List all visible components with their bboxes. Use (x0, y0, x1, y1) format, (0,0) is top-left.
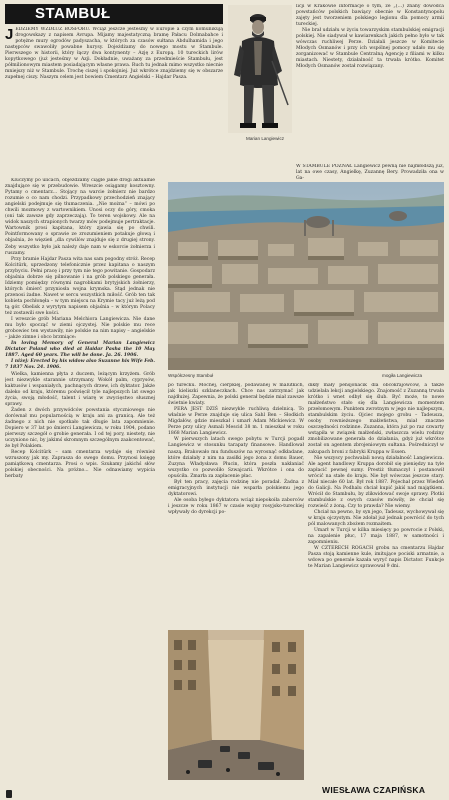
street-scene-illustration (168, 630, 304, 780)
mid-p2: PERA JEST DZIŚ niezwykle ruchliwą dzielnicą. To właśnie w Perze znajduje się ulica Sahl Ben – Słodkich Migdałów, gdzie mieszkał i umarł Adam Mickiewicz. W Perze przy ulicy Asmali Mescid 38 m. 1 mieszkał w roku 1868 Marian Langiewicz. (168, 407, 304, 437)
right-bottom-p4: Umarł w Turcji w kilka miesięcy po powrocie z Polski, na zapalenie płuc, 17 maja 1887, w samotności i zapomnieniu. (308, 528, 444, 546)
mid-p1: po turecku. Mocnej, cierpkiej, podawanej w malutkich, jak kieliszki szklaneczkach. Chce nas zatrzymać jak najdłużej. Zapewnia, że polski generał będzie miał zawsze świetnie kwiaty. (168, 383, 304, 407)
right-bottom-p3: Chciał na pewno, by syn jego, Tadeusz, wychowywał się w kraju ojczystym. Nie zdołał już jednak powrócić do tych pól malowanych zbożem rozmaitem. (308, 509, 444, 528)
left-p2: Przy bramie Hajdar Pasza wita nas sam pogodny stróż. Recep Kolcitürk, uprzedzony telefonicznie przez kapitana o naszym przybyciu. Pełni pracę i przy tym nie tego powitanie. Gospodarz objaśnia dobrze się pilnowanie i na grób polskiego generała. Idziemy pomiędzy równymi nagrobkami brytyjskich żołnierzy, których śmierć przyniosła wojna krymska. Stąd jednak nie przenosi żadne. Nawet w sercu wszystkich miłość. Grób ten tak kobieta pochłonęła – w tym miejscu na Krymie tacy już leżą pod tą gór. Obelisk z wyrytym napisem objaśnia – w którym Polacy też zostawili swe kości. (5, 256, 155, 317)
left-p8: Recep Kolcitürk – sam cmentarza wydaje się również wzruszony jak my. Zaprasza do swego domu. Przynosi księgę pamiątkową cmentarza. Prosi o wpis. Szukamy jakichś słów polskiej obecności. Na próżno... Nie odnawiamy wypicia herbaty (5, 450, 155, 480)
middle-column (168, 383, 304, 627)
page-marker (6, 790, 12, 798)
right-bottom-p1: dikły mały pensjonacik dla obcokrajowców, a także udzielała lekcji angielskiego. Znajomość z Zuzanną trwała krótko i wnet odbył się ślub. Być może, to nowe małżeństwo stało się dla Langiewicza momentem przełomowym. Punktem zwrotnym w jego nie najlepszym, stambulskim życiu. Ojciec mojego grobu – Tadeusza, osoby rownieższego małżeństwa, miał znaczne oszczędności rodzinne. Zuzanna, która już po raz czwarty wstąpiła w związek małżeński, zwłaszcza wielu rodziny zmobilizowane generała do działania, gdyż już wkrótce został on agentem zbrojeniowym sułtana. Pośredniczył w zakupach broni z fabryki Kruppa w Essen. (308, 383, 444, 455)
mid-p3: W pierwszych latach swego pobytu w Turcji pogadł Langiewicz w stosunku tarapaty finansowe. Handlował naszą. Brakowało mu funduszów na wyrosnąć odkładane, które działały z nim na zasiłki jego żona z domu Bauer, Zuzyna Władysława Płucin, która poszła nakłaniać wszystko co pozwoliło Szwajcarii. Wkrótce i ona do opuściła. Zmarła za zapłacenie płac. (168, 437, 304, 479)
left-p7: Żaden z dwóch przywódców powstania styczniowego nie dorównał mu popularnością w kraju ani za granicą. Ale też żadnego z nich nie spotkało tak długie lata zapomnienie. Dopiero w 37 lat po śmierci Langiewicza, w roku 1904, podano pierwszy szczegół o grobie generała. I od tej pory, niestety, nie uczyniono nic, by jakimś skromnym szczególnym zaakcentować, że był Polakiem. (5, 407, 155, 450)
author-name: WIESŁAWA CZAPIŃSKA (322, 785, 426, 795)
mid-p4: Był ten pracy, zajęcia rodzinę nie poradał. Żadna z emigracyjnych instytucji nie wsparła polskiemu jego dyktatorowi. (168, 479, 304, 497)
right-top-p1: licji w Krakowie informacje o tym, że „(…) znany dowódca powstańców polskich bawiący obecnie w Konstantynopolu zajęty jest tworzeniem polskiego legionu dla pomocy armii tureckiej. (296, 4, 444, 28)
intro-text: EDZIEMY WZDŁUŻ BOSFORU. Wciąż jeszcze jesteśmy w Europie a czym komunikują drogowskazy z napisem Avrupa. Mijamy majestatyczną bramę Pałacu Dolmabahce i potężne mury ogrodów padyszacha, w których za czasów sułtana Abdulhamida i jego następców swawoliły powabne hurysy. Dojeżdżamy do nowego mostu w Stambule. Pierwszego w historii, który łączy dwa kontynenty – Azję z Europą. 10 tureckich lirów kopytkowego (już jesteśmy w Azji. Dokładnie, uważany za przedmieście Stambułu, jest półmilionowym miastem posiadającym własne prawa. Ruch tu jednak mimo wszystko niecnie mniejszy niż w Stambule. Trochę ciszej i spokojniej. Już wkrótce znajdziemy się w obszarze zupełnej ciszy. Naszym celem jest bowiem Cmentarz Angielski – Hajdar Pasza. (5, 27, 223, 81)
left-column (5, 178, 155, 784)
street-photo (168, 630, 304, 780)
article-title (5, 4, 223, 24)
right-bottom-p2: Nie wszyscy pochwalali nową działalność Langiewicza. Ale agent handlowy Kruppa dorobił się pieniędzy na tyle zapłacić pewnej sumy. Prestiż tłumaczył i postanowił wrócić na stałe do kraju. Nie był wówczas jeszcze stary. Miał niecałe 60 lat. Był rok 1887. Pojechał przez Wiedeń do Galicji. Na Podhalu chciał kupić jakiś nad majątkiem. Wrócił do Stambułu, by zlikwidować swoje sprawy. Plotki stambulskie z owych czasów mówiły, że chciał się rozwieść z żoną. Czy to prawda? Nie wiemy. (308, 455, 444, 509)
istanbul-panorama-illustration (168, 182, 444, 370)
left-p1: Kluczymy po ulicach, objeżdżamy ciągle jakie drogi aktualnie znajdujące się w przebudowie. Wreszcie osiągamy kosztowny. Pytamy o cmentarz... Stojący na warcie żołnierz nie bardzo rozumie o co nam chodzi. Przypadkowy przechodzień znający angielski podejmuje się tłumaczenia. „Nie można” – mówi po chwili mozmowy z wartownikiem. Unosi oczy do góry, cmoka (oni tak zawsze gdy zaprzeczają). To teren wojskowy. Ale na widok naszych strapionych twarzy mów podejmuje pertraktacje. Wartownik prosi kapitana, który zjawia się po chwili. Pointformowany o sprawie ze zrozumieniem potakuje głową i objaśnia, że więzień „dla cywilów znajduje się z drugiej strony. Zeby wszystko było jak należy daje nam w eskorcie żołnierza i ruszamy. (5, 178, 155, 256)
langiewicz-portrait (228, 5, 292, 133)
left-p6: Wielka, kamienna płyta z duczem, leżącym krzyżem. Grób jest niezwykle starannie utrzymany. Wokół palm, cyprysów, kaktusów i wspaniałych, pachnących drzew, ich dyktator. Jakże daleko od kraju, któremu poświęcił tyle najlepszych lat swego życia, swoją młodość, talent i wiarę w zwycięstwo słusznej sprawy. (5, 371, 155, 407)
right-top-p2: Nie brał udziału w życiu towarzyskim stambulskiej emigracji polskiej. Nie siadywał w kawiarenkach jakich pełno było w tak wówczas ruchliwej Perze. Działali jeszcze w Komitecie Młodych Osmanów i przy ich wspólnej pomocy udało mu się zorganizować w Stambule Centralną Agencję z filiami w kilku miastach. Niestety, działalność ta trwała krótko. Komitet Młodych Osmanów został rozwiązany. (296, 28, 444, 70)
left-p4-inscription: In loving Memory of General Marian Langiewicz Dictator Poland who died at Haidar Pasha the 10 May 1887. Aged 60 years. The will be done. Ja. 26. 1906. (5, 341, 155, 359)
left-p3: I wreszcie grób Mariana Melchiora Langiewicza. Nie dane mu było spocząć w ziemi ojczystej. Nie polskie mu rece grobowiec ten wystawiły, nie polskie na nim napisy – angielskie – jakże zimne i obco brzmiące: (5, 317, 155, 341)
panorama-photo (168, 182, 444, 370)
intro-paragraph (5, 27, 223, 163)
right-mid-p1: W STAMBULE POZNAŁ Langiewicz pewną nie najmłodszą już, lat na owe czasy, Angielkę, Zuzannę Bery. Prowadziła ona w Ga- (296, 164, 444, 182)
right-column-mid (296, 164, 444, 184)
right-column-bottom (308, 383, 444, 779)
panorama-caption: Współczesny Stambuł (168, 373, 214, 378)
panorama-credit: mogiła Langiewicza (382, 373, 423, 378)
drop-cap: J (5, 27, 14, 43)
mid-p5: Ale osoba byłego dyktatora wciąż niepokoiła zaborców i jeszcze w roku 1867 w czasie wojny rosyjsko-tureckiej wpływały do dyrekcji po- (168, 497, 304, 515)
right-column-top (296, 4, 444, 162)
portrait-caption: Marian Langiewicz (246, 136, 285, 141)
left-p5-inscription: I niżej: Erected by his widow also Suzanne his Wife Feb. 7 1837 Nov. 24. 1906. (5, 359, 155, 371)
article-title-text: STAMBUŁ (35, 5, 111, 22)
portrait-engraving-illustration (228, 5, 292, 133)
right-bottom-p5: W CZTERECH ROGACH grobu na cmentarzu Hajdar Pasza stoją kamienne kule, imitujące pociski armatnie, a wdowa po generale kazała wyryć napis Dictator. Funkcje te Marian Langiewicz sprawował 9 dni. (308, 546, 444, 570)
